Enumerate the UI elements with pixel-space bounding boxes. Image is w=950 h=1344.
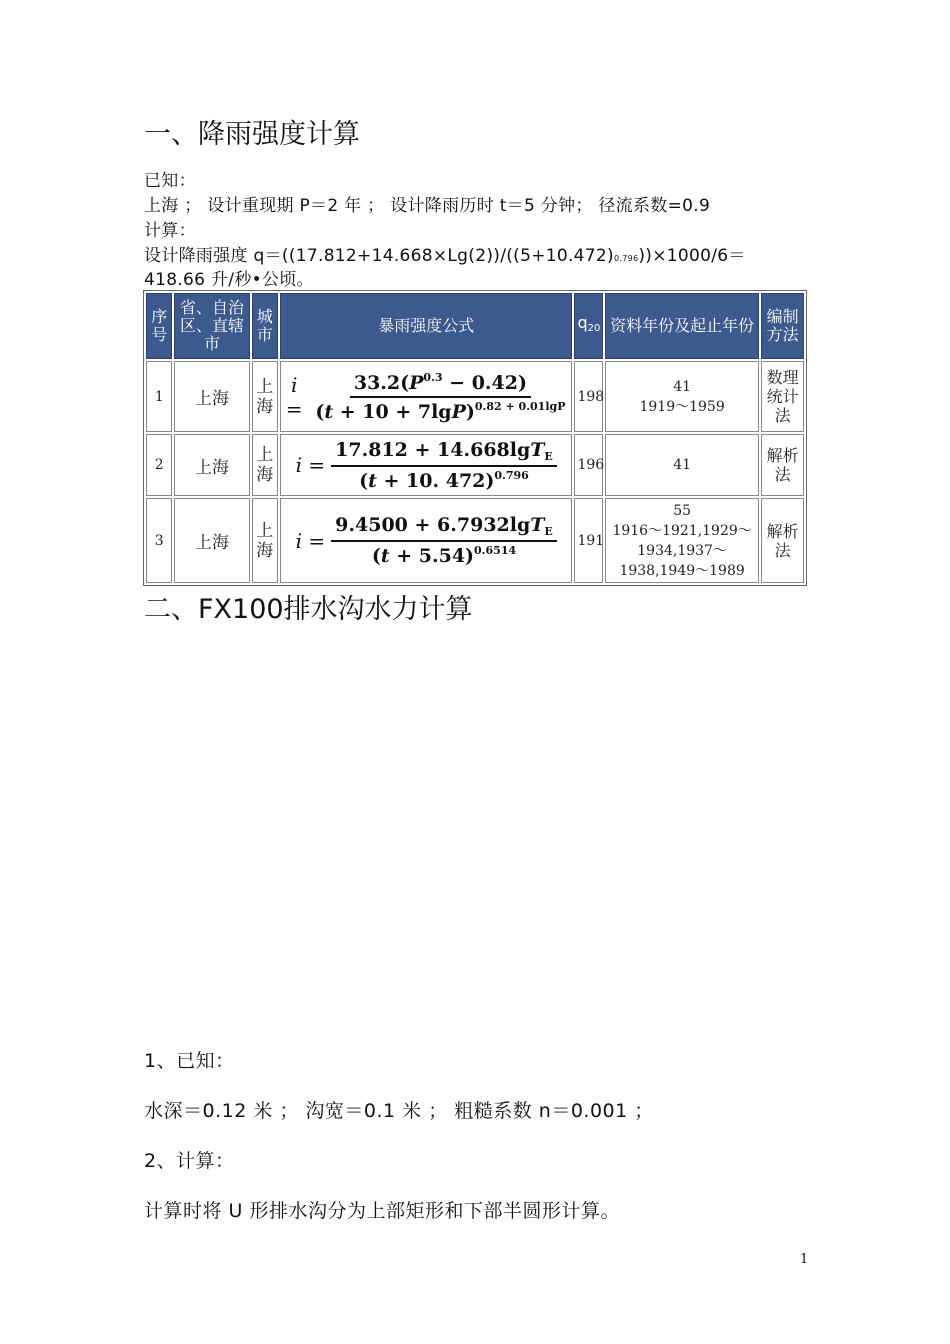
row-province: 上海 (174, 434, 249, 496)
row-method: 解析 法 (761, 434, 804, 496)
row-q20: 198 (574, 361, 602, 431)
section-2-known-conditions: 水深＝0.12 米 ； 沟宽＝0.1 米 ； 粗糙系数 n＝0.001 ； (144, 1100, 654, 1122)
row-years: 41 (605, 434, 759, 496)
calc-formula-line (144, 241, 746, 266)
row-formula: i = $\frac{33.2(P^{0.3} - 0.42)}{(t + 10 + 7\lg P)^{0.82 + 0.01lgP}}$ (280, 361, 573, 431)
row-no: 1 (146, 361, 172, 431)
formula-var: i = (285, 372, 303, 421)
calc-label: 计算： (144, 221, 196, 241)
page-number: 1 (800, 1252, 809, 1267)
row-years: 41 1919～1959 (605, 361, 759, 431)
calc-formula-part-a: 设计降雨强度 q＝((17.812+14.668×Lg(2))/((5+10.472) (144, 246, 614, 266)
header-no: 序号 (146, 293, 172, 359)
calc-formula-part-b: ))×1000/6＝ (638, 246, 746, 266)
row-years: 55 1916～1921,1929～ 1934,1937～ 1938,1949～1989 (605, 498, 759, 583)
table-row (146, 434, 804, 496)
header-q20: q20 (574, 293, 602, 359)
known-conditions: 上海 ； 设计重现期 P＝2 年 ； 设计降雨历时 t＝5 分钟； 径流系数=0.9 (144, 196, 711, 216)
row-city: 上 海 (252, 498, 278, 583)
row-no: 3 (146, 498, 172, 583)
calc-result: 418.66 升/秒•公顷。 (144, 270, 314, 290)
row-formula: i = $\frac{9.4500 + 6.7932\lg T_E}{(t + 5.54)^{0.6514}}$ (280, 498, 573, 583)
row-province: 上海 (174, 361, 249, 431)
row-q20: 196 (574, 434, 602, 496)
section-2-known-label: 1、已知： (144, 1050, 235, 1072)
table-row (146, 361, 804, 431)
rainfall-formula-table (143, 290, 807, 586)
row-method: 数理 统计 法 (761, 361, 804, 431)
row-method: 解析 法 (761, 498, 804, 583)
header-formula: 暴雨强度公式 (280, 293, 573, 359)
row-formula: i = $\frac{17.812 + 14.668\lg T_E}{(t + 10. 472)^{0.796}}$ (280, 434, 573, 496)
header-method: 编制方法 (761, 293, 804, 359)
section-2-calc-label: 2、计算： (144, 1150, 235, 1172)
table-row (146, 498, 804, 583)
row-city: 上 海 (252, 434, 278, 496)
row-city: 上 海 (252, 361, 278, 431)
section-2-calc-description: 计算时将 U 形排水沟分为上部矩形和下部半圆形计算。 (144, 1200, 620, 1222)
row-province: 上海 (174, 498, 249, 583)
known-label: 已知： (144, 171, 196, 191)
section-2-title: 二、FX100排水沟水力计算 (144, 594, 473, 625)
header-years: 资料年份及起止年份 (605, 293, 759, 359)
table-header-row (146, 293, 804, 359)
header-city: 城市 (252, 293, 278, 359)
section-1-title: 一、降雨强度计算 (144, 119, 360, 150)
row-q20: 191 (574, 498, 602, 583)
calc-formula-exponent: 0.796 (613, 254, 639, 263)
row-no: 2 (146, 434, 172, 496)
header-province: 省、自治区、直辖市 (174, 293, 249, 359)
